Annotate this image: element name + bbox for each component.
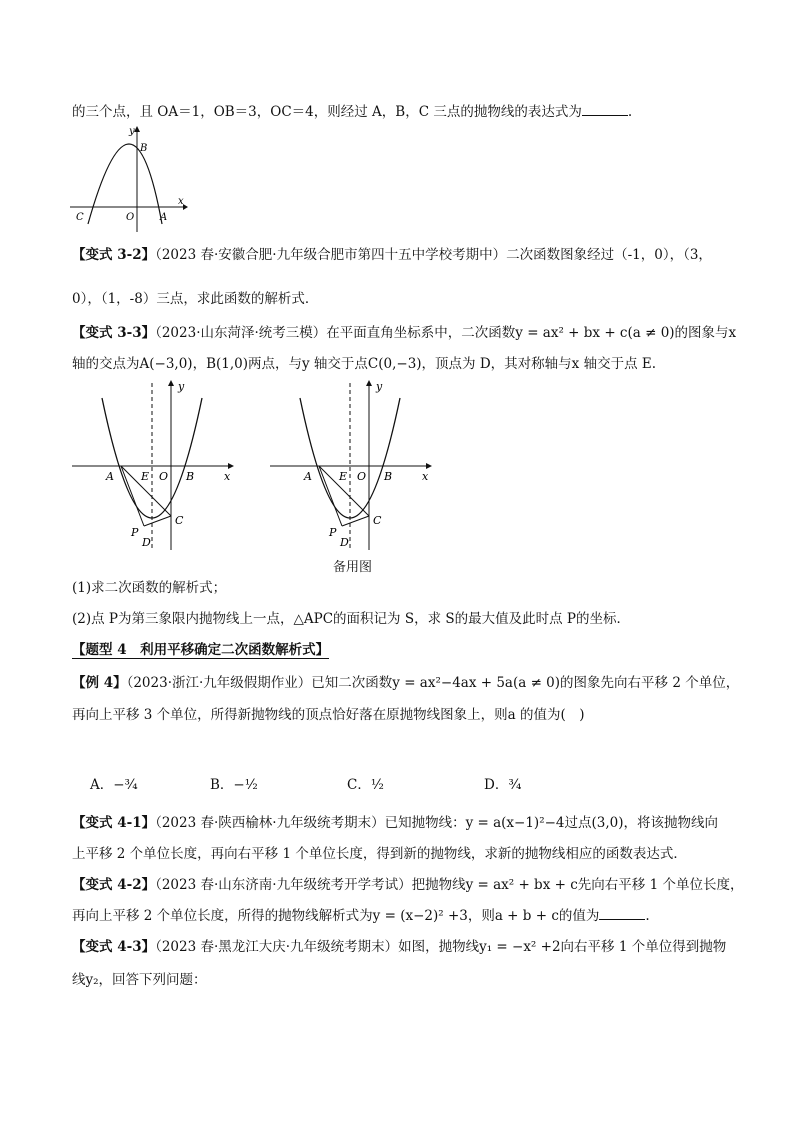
question-1 (72, 578, 732, 598)
section-heading (72, 640, 329, 660)
tag: 【变式 3-2】 (72, 247, 156, 263)
label-x: x (178, 196, 184, 207)
line-v33 (72, 323, 737, 343)
label-O: O (357, 470, 367, 483)
label-P: P (329, 526, 337, 539)
parabola-curve (300, 398, 400, 518)
y-axis-arrow (168, 380, 174, 386)
label-E: E (339, 470, 348, 483)
answer-blank (599, 907, 645, 920)
line-v41 (72, 813, 732, 833)
line-ex4 (72, 673, 740, 693)
label-P: P (131, 526, 139, 539)
label-B: B (384, 470, 393, 483)
line-v42 (72, 875, 744, 895)
text: 0），（1，-8）三点，求此函数的解析式． (72, 291, 319, 307)
text: 轴的交点为A(−3,0)，B(1,0)两点，与y 轴交于点C(0,−3)，顶点为 D，其对称轴与x 轴交于点 E. (72, 356, 657, 372)
text: (2)点 P为第三象限内抛物线上一点，△APC的面积记为 S，求 S的最大值及此时点 P的坐标． (72, 611, 630, 627)
text: （2023 春·山东济南·九年级统考开学考试）把抛物线y = ax² + bx + c先向右平移 1 个单位长度， (155, 877, 744, 893)
line-v32 (72, 245, 732, 265)
option-d: D．³⁄₄ (484, 777, 522, 793)
option-c: C．¹⁄₂ (347, 777, 384, 793)
label-D: D (142, 536, 151, 549)
label-A: A (304, 470, 312, 483)
line-v42-2 (72, 906, 732, 926)
label-C: C (373, 514, 382, 527)
text: （2023 春·陕西榆林·九年级统考期末）已知抛物线：y = a(x−1)²−4过点(3,0)，将该抛物线向 (155, 815, 719, 831)
parabola-curve (102, 398, 202, 518)
tag: 【变式 4-1】 (72, 815, 156, 831)
label-C: C (76, 212, 84, 223)
line-1 (72, 102, 732, 122)
text: 再向上平移 2 个单位长度，所得的抛物线解析式为y = (x−2)² +3，则a + b + c的值为 (72, 908, 600, 924)
label-B: B (140, 143, 148, 154)
x-axis-arrow (183, 204, 188, 210)
label-A: A (106, 470, 114, 483)
question-2 (72, 609, 732, 629)
label-O: O (126, 212, 135, 223)
text: （2023·浙江·九年级假期作业）已知二次函数y = ax²−4ax + 5a(a ≠ 0)的图象先向右平移 2 个单位， (126, 675, 740, 691)
line-v32-2 (72, 289, 732, 309)
y-axis-arrow (134, 126, 140, 132)
parabola-curve (88, 144, 162, 224)
label-x: x (422, 470, 429, 483)
line-v43 (72, 937, 732, 957)
text: 再向上平移 3 个单位，所得新抛物线的顶点恰好落在原抛物线图象上，则a 的值为( ) (72, 707, 585, 723)
answer-blank (582, 103, 628, 116)
line-ex4-2 (72, 705, 732, 725)
line-v41-2 (72, 844, 732, 864)
line-v43-2 (72, 970, 732, 990)
text: （2023 春·黑龙江大庆·九年级统考期末）如图，抛物线y₁ = −x² +2向右平移 1 个单位得到抛物 (155, 939, 727, 955)
text: (1)求二次函数的解析式； (72, 580, 227, 596)
text: （2023·山东菏泽·统考三模）在平面直角坐标系中，二次函数y = ax² + bx + c(a ≠ 0)的图象与x (155, 325, 737, 341)
text: （2023 春·安徽合肥·九年级合肥市第四十五中学校考期中）二次函数图象经过（-1，0），（3， (155, 247, 712, 263)
tag: 【变式 4-2】 (72, 877, 156, 893)
label-y: y (129, 126, 135, 137)
heading-text: 【题型 4 利用平移确定二次函数解析式】 (72, 642, 330, 658)
x-axis-arrow (426, 463, 432, 469)
label-y: y (178, 380, 185, 393)
tag: 【变式 3-3】 (72, 325, 156, 341)
label-A: A (160, 212, 168, 223)
label-B: B (186, 470, 195, 483)
option-a: A．−³⁄₄ (90, 777, 138, 793)
y-axis-arrow (366, 380, 372, 386)
text: . (645, 908, 650, 924)
option-b: B．−¹⁄₂ (210, 777, 258, 793)
label-D: D (340, 536, 349, 549)
text: 的三个点，且 OA＝1，OB＝3，OC＝4，则经过 A，B，C 三点的抛物线的表达式为 (72, 104, 582, 120)
figure-parabola-b (268, 378, 438, 553)
line-v33-2 (72, 354, 732, 374)
tag: 【例 4】 (72, 675, 127, 691)
label-E: E (141, 470, 150, 483)
figure-parabola-a (70, 378, 240, 553)
label-x: x (224, 470, 231, 483)
tag: 【变式 4-3】 (72, 939, 156, 955)
figure-parabola-small (70, 124, 190, 234)
label-O: O (159, 470, 169, 483)
text: 上平移 2 个单位长度，再向右平移 1 个单位长度，得到新的抛物线，求新的抛物线相应的函数表达式． (72, 846, 687, 862)
text: 线y₂，回答下列问题： (72, 972, 207, 988)
label-y: y (376, 380, 383, 393)
text: . (627, 104, 633, 120)
label-C: C (175, 514, 184, 527)
figure-caption: 备用图 (333, 560, 373, 575)
x-axis-arrow (228, 463, 234, 469)
